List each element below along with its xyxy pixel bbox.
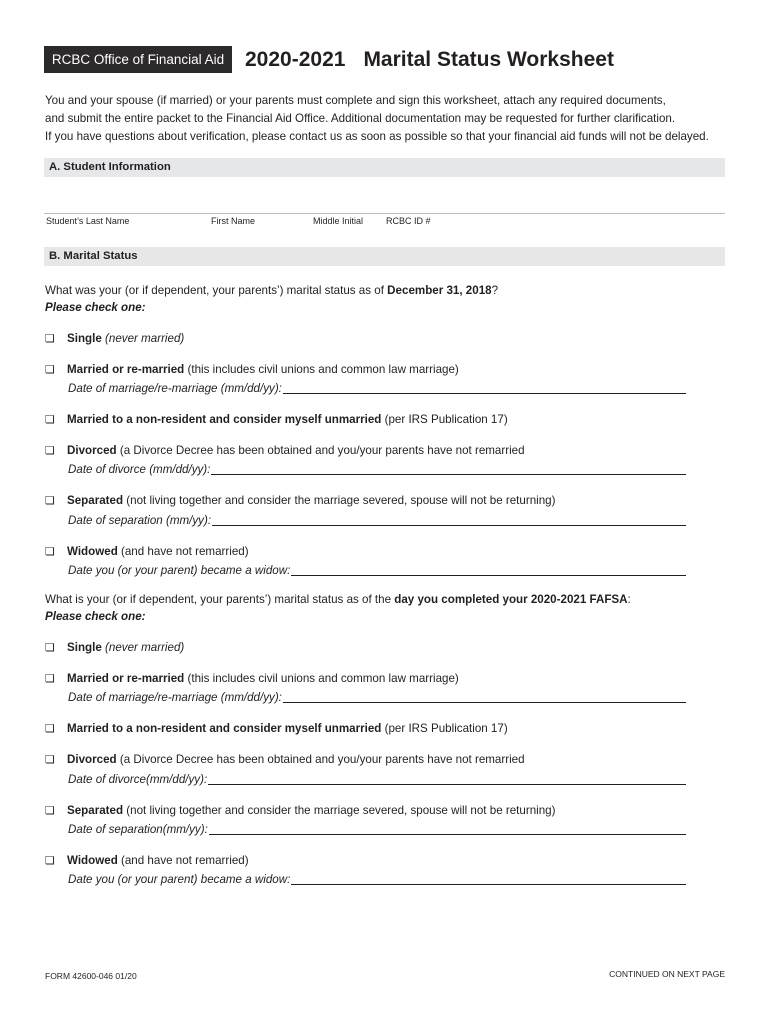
intro-line: You and your spouse (if married) or your parents must complete and sign this worksheet, attach any required documents, (45, 94, 666, 107)
option-label: Separated (67, 804, 124, 817)
checkbox-icon[interactable]: ❏ (45, 333, 55, 345)
date-fill-line[interactable] (283, 702, 686, 703)
date-label: Date of marriage/re-marriage (mm/dd/yy): (68, 691, 282, 704)
question-1-instruction (45, 300, 146, 316)
option-note: (never married) (101, 641, 185, 654)
question-2-instruction (45, 609, 146, 625)
checkbox-icon[interactable]: ❏ (45, 414, 55, 426)
checkbox-icon[interactable]: ❏ (45, 673, 55, 685)
option-note: (and have not remarried) (117, 854, 249, 867)
q2-separation-date-field[interactable] (68, 822, 686, 838)
title-year: 2020-2021 (245, 48, 346, 71)
date-fill-line[interactable] (212, 525, 686, 526)
question-2-suffix: : (627, 593, 631, 606)
question-2 (45, 592, 631, 608)
field-rcbc-id: RCBC ID # (386, 216, 431, 226)
date-label: Date of separation (mm/yy): (68, 514, 212, 527)
q1-option-separated[interactable] (45, 493, 556, 509)
option-note: (a Divorce Decree has been obtained and you/your parents have not remarried (116, 753, 525, 766)
field-middle-initial: Middle Initial (313, 216, 364, 226)
option-label: Married or re-married (67, 672, 185, 685)
question-1-text: What was your (or if dependent, your parents’) marital status as of (45, 284, 388, 297)
student-info-line[interactable] (44, 213, 725, 214)
date-label: Date you (or your parent) became a widow: (68, 873, 291, 886)
date-fill-line[interactable] (208, 784, 686, 785)
office-tag: RCBC Office of Financial Aid (44, 46, 232, 73)
date-fill-line[interactable] (291, 575, 686, 576)
option-label: Single (67, 332, 102, 345)
instruction-text: Please check one: (45, 610, 146, 623)
date-label: Date you (or your parent) became a widow: (68, 564, 291, 577)
q2-option-nonresident[interactable] (45, 721, 508, 737)
q2-option-divorced[interactable] (45, 752, 525, 768)
form-number: FORM 42600-046 01/20 (45, 971, 137, 981)
option-label: Widowed (67, 545, 118, 558)
q2-option-separated[interactable] (45, 803, 556, 819)
q1-option-married[interactable] (45, 362, 459, 378)
checkbox-icon[interactable]: ❏ (45, 445, 55, 457)
option-label: Divorced (67, 753, 117, 766)
date-label: Date of divorce (mm/dd/yy): (68, 463, 211, 476)
option-note: (not living together and consider the marriage severed, spouse will not be returning) (123, 494, 556, 507)
q2-widow-date-field[interactable] (68, 872, 686, 888)
option-note: (and have not remarried) (117, 545, 249, 558)
option-note: (never married) (101, 332, 185, 345)
checkbox-icon[interactable]: ❏ (45, 855, 55, 867)
date-fill-line[interactable] (291, 884, 686, 885)
checkbox-icon[interactable]: ❏ (45, 546, 55, 558)
date-label: Date of marriage/re-marriage (mm/dd/yy): (68, 382, 282, 395)
checkbox-icon[interactable]: ❏ (45, 642, 55, 654)
option-label: Widowed (67, 854, 118, 867)
date-label: Date of separation(mm/yy): (68, 823, 208, 836)
option-note: (per IRS Publication 17) (381, 722, 508, 735)
option-note: (per IRS Publication 17) (381, 413, 508, 426)
option-label: Divorced (67, 444, 117, 457)
q1-divorce-date-field[interactable] (68, 462, 686, 478)
q2-option-single[interactable] (45, 640, 184, 656)
option-label: Married or re-married (67, 363, 185, 376)
date-fill-line[interactable] (209, 834, 686, 835)
option-note: (this includes civil unions and common law marriage) (184, 363, 459, 376)
instruction-text: Please check one: (45, 301, 146, 314)
q1-option-nonresident[interactable] (45, 412, 508, 428)
date-fill-line[interactable] (211, 474, 686, 475)
q2-option-married[interactable] (45, 671, 459, 687)
checkbox-icon[interactable]: ❏ (45, 754, 55, 766)
section-b-header: B. Marital Status (44, 247, 725, 266)
title-text: Marital Status Worksheet (363, 48, 614, 71)
intro-line: If you have questions about verification, please contact us as soon as possible so that your financial aid funds will not be delayed. (45, 130, 709, 143)
question-1-suffix: ? (491, 284, 499, 297)
question-2-date: day you completed your 2020-2021 FAFSA (394, 593, 628, 606)
q1-separation-date-field[interactable] (68, 513, 686, 529)
section-a-header: A. Student Information (44, 158, 725, 177)
checkbox-icon[interactable]: ❏ (45, 364, 55, 376)
q1-marriage-date-field[interactable] (68, 381, 686, 397)
q1-option-widowed[interactable] (45, 544, 249, 560)
continued-note: CONTINUED ON NEXT PAGE (609, 969, 725, 979)
q2-divorce-date-field[interactable] (68, 772, 686, 788)
question-1-date: December 31, 2018 (387, 284, 492, 297)
field-last-name: Student’s Last Name (46, 216, 130, 226)
q1-option-single[interactable] (45, 331, 184, 347)
q2-option-widowed[interactable] (45, 853, 249, 869)
option-note: (a Divorce Decree has been obtained and you/your parents have not remarried (116, 444, 525, 457)
checkbox-icon[interactable]: ❏ (45, 495, 55, 507)
date-label: Date of divorce(mm/dd/yy): (68, 773, 208, 786)
q2-marriage-date-field[interactable] (68, 690, 686, 706)
option-label: Married to a non-resident and consider myself unmarried (67, 722, 382, 735)
question-1 (45, 283, 498, 299)
option-note: (not living together and consider the marriage severed, spouse will not be returning) (123, 804, 556, 817)
option-label: Single (67, 641, 102, 654)
intro-paragraph (45, 92, 709, 146)
option-label: Separated (67, 494, 124, 507)
option-label: Married to a non-resident and consider myself unmarried (67, 413, 382, 426)
q1-option-divorced[interactable] (45, 443, 525, 459)
field-first-name: First Name (211, 216, 256, 226)
checkbox-icon[interactable]: ❏ (45, 805, 55, 817)
option-note: (this includes civil unions and common law marriage) (184, 672, 459, 685)
q1-widow-date-field[interactable] (68, 563, 686, 579)
document-title (245, 46, 614, 74)
checkbox-icon[interactable]: ❏ (45, 723, 55, 735)
date-fill-line[interactable] (283, 393, 686, 394)
intro-line: and submit the entire packet to the Financial Aid Office. Additional documentation may be requested for further clarification. (45, 112, 676, 125)
question-2-text: What is your (or if dependent, your parents’) marital status as of the (45, 593, 395, 606)
